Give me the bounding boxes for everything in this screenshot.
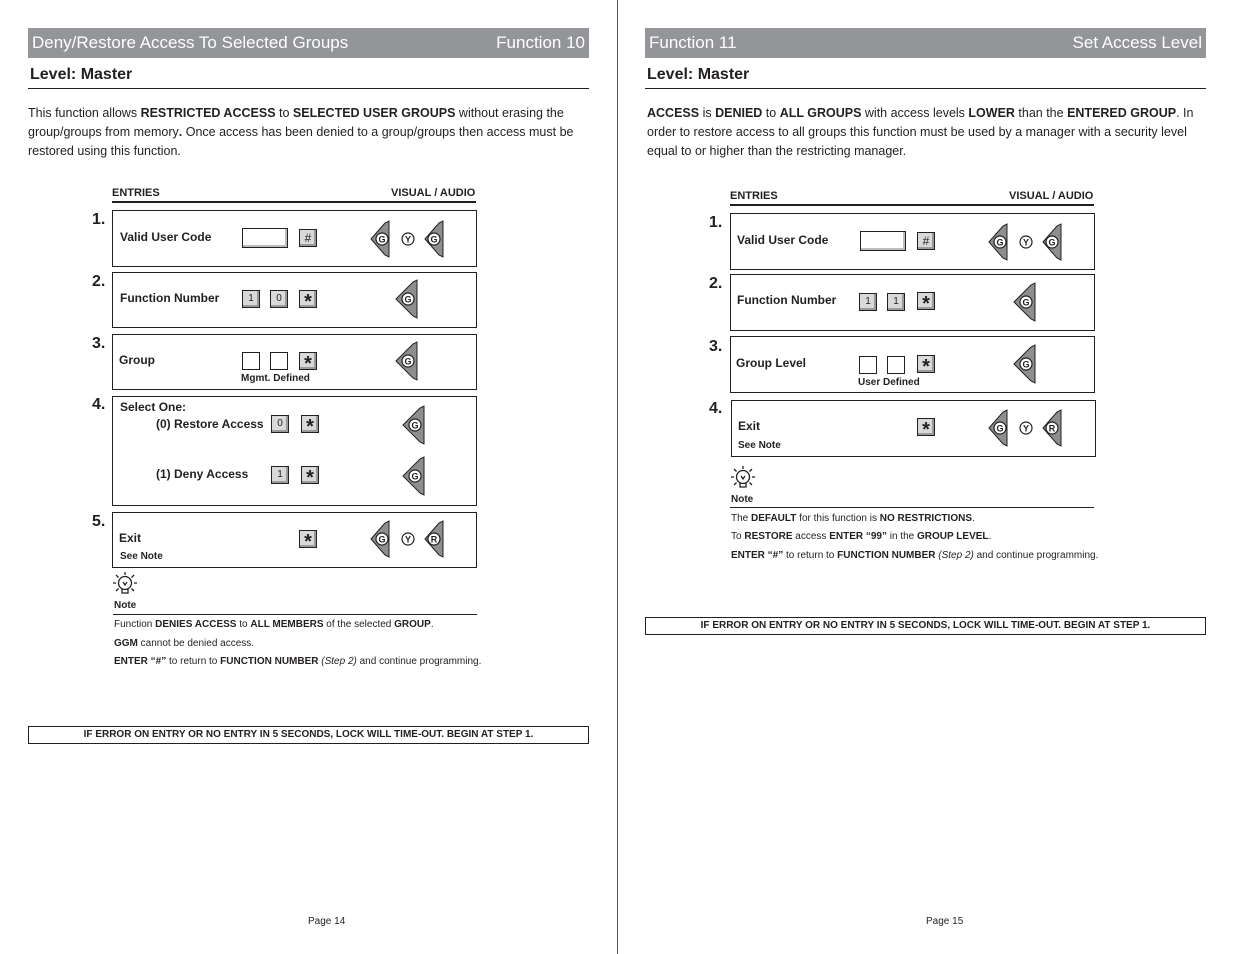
user-code-entry-field bbox=[860, 231, 906, 251]
led-letter: G bbox=[404, 356, 412, 367]
led-signal-g-y-r bbox=[369, 519, 447, 559]
bold-text-run: RESTRICTED ACCESS bbox=[140, 106, 276, 120]
text-run: The bbox=[731, 513, 752, 524]
step-5-box bbox=[112, 512, 477, 568]
column-rule bbox=[112, 201, 476, 203]
led-indicator-graphic bbox=[400, 405, 426, 445]
bold-text-run: DENIES ACCESS bbox=[155, 619, 237, 630]
step-4-box bbox=[731, 400, 1096, 457]
star-key: * bbox=[299, 530, 317, 548]
step-label: Exit bbox=[119, 531, 142, 545]
bold-text-run: ENTERED GROUP bbox=[1067, 106, 1177, 120]
star-key: * bbox=[917, 355, 935, 373]
level-heading: Level: Master bbox=[30, 66, 133, 83]
level-heading: Level: Master bbox=[647, 66, 750, 83]
led-letter: G bbox=[1022, 359, 1030, 370]
lightbulb-icon bbox=[731, 465, 755, 491]
option-deny-label: (1) Deny Access bbox=[156, 467, 249, 481]
led-indicator-graphic bbox=[987, 222, 1065, 262]
timeout-warning: IF ERROR ON ENTRY OR NO ENTRY IN 5 SECONDS, LOCK WILL TIME-OUT. BEGIN AT STEP 1. bbox=[645, 617, 1206, 635]
text-run: to return to bbox=[166, 656, 221, 667]
visual-audio-heading: VISUAL / AUDIO bbox=[1009, 190, 1094, 202]
note-rule bbox=[730, 507, 1094, 508]
bold-text-run: ALL MEMBERS bbox=[250, 619, 324, 630]
bold-text-run: FUNCTION NUMBER bbox=[220, 656, 319, 667]
function-header-bar bbox=[645, 28, 1206, 58]
led-signal-g-y-r bbox=[987, 408, 1065, 448]
text-run: Function bbox=[114, 619, 156, 630]
step-label: Function Number bbox=[120, 291, 220, 305]
italic-text-run: (Step 2) bbox=[938, 550, 974, 561]
step-2-box bbox=[730, 274, 1095, 331]
led-signal-g-y-g bbox=[987, 222, 1065, 262]
star-key: * bbox=[301, 466, 319, 484]
note-rule bbox=[113, 614, 477, 615]
note-label: Note bbox=[731, 494, 754, 505]
blank-key bbox=[242, 352, 260, 370]
step-label: Valid User Code bbox=[120, 230, 212, 244]
step-2-box bbox=[112, 272, 477, 328]
led-signal-g bbox=[400, 405, 426, 445]
text-run: . bbox=[430, 619, 434, 630]
star-key: * bbox=[917, 418, 935, 436]
led-signal-g bbox=[1011, 282, 1037, 322]
bold-text-run: SELECTED USER GROUPS bbox=[292, 106, 456, 120]
text-run: than the bbox=[1014, 106, 1068, 120]
bold-text-run: ACCESS bbox=[647, 106, 700, 120]
hash-key: # bbox=[299, 229, 317, 247]
step-number: 2. bbox=[92, 273, 106, 290]
star-key: * bbox=[299, 290, 317, 308]
text-run: is bbox=[699, 106, 716, 120]
step-1-box bbox=[730, 213, 1095, 270]
intro-paragraph bbox=[28, 104, 588, 161]
see-note-caption: See Note bbox=[120, 551, 163, 562]
text-run: . bbox=[988, 531, 992, 542]
bold-text-run: GROUP bbox=[394, 619, 431, 630]
step-number: 4. bbox=[92, 396, 106, 413]
note-line bbox=[114, 656, 481, 667]
led-letter: R bbox=[1048, 423, 1056, 434]
led-indicator-graphic bbox=[400, 456, 426, 496]
digit-key: 0 bbox=[270, 290, 288, 308]
text-run: This function allows bbox=[28, 106, 141, 120]
blank-key bbox=[887, 356, 905, 374]
step-number: 1. bbox=[92, 211, 106, 228]
text-run: to bbox=[275, 106, 293, 120]
step-3-box bbox=[730, 336, 1095, 393]
led-signal-g bbox=[393, 341, 419, 381]
text-run: of the selected bbox=[323, 619, 395, 630]
led-indicator-graphic bbox=[987, 408, 1065, 448]
led-letter: R bbox=[430, 534, 438, 545]
led-indicator-graphic bbox=[393, 279, 419, 319]
led-letter: G bbox=[1022, 297, 1030, 308]
entries-heading: ENTRIES bbox=[112, 187, 160, 199]
led-letter: G bbox=[378, 534, 386, 545]
led-letter: G bbox=[378, 234, 386, 245]
step-number: 3. bbox=[709, 338, 723, 355]
bold-text-run: ENTER “99” bbox=[829, 531, 887, 542]
bold-text-run: ALL GROUPS bbox=[779, 106, 862, 120]
digit-key: 1 bbox=[887, 293, 905, 311]
digit-key: 1 bbox=[242, 290, 260, 308]
led-letter: Y bbox=[1022, 237, 1030, 248]
italic-text-run: (Step 2) bbox=[321, 656, 357, 667]
led-signal-g bbox=[1011, 344, 1037, 384]
text-run: without erasing the group/groups from memory bbox=[28, 106, 564, 139]
function-header-bar bbox=[28, 28, 589, 58]
intro-paragraph bbox=[647, 104, 1199, 161]
led-indicator-graphic bbox=[1011, 282, 1037, 322]
left-page bbox=[0, 0, 617, 954]
bold-text-run: NO RESTRICTIONS bbox=[879, 513, 972, 524]
led-indicator-graphic bbox=[1011, 344, 1037, 384]
step-number: 1. bbox=[709, 214, 723, 231]
entries-heading: ENTRIES bbox=[730, 190, 778, 202]
note-line bbox=[731, 531, 991, 542]
visual-audio-heading: VISUAL / AUDIO bbox=[391, 187, 476, 199]
text-run: to bbox=[236, 619, 251, 630]
page-number: Page 15 bbox=[926, 916, 964, 927]
star-key: * bbox=[299, 352, 317, 370]
led-letter: G bbox=[996, 237, 1004, 248]
led-indicator-graphic bbox=[369, 519, 447, 559]
column-rule bbox=[730, 204, 1094, 206]
user-code-entry-field bbox=[242, 228, 288, 248]
note-line bbox=[114, 619, 434, 630]
led-signal-g-y-g bbox=[369, 219, 447, 259]
see-note-caption: See Note bbox=[738, 440, 781, 451]
bold-text-run: ENTER “#” bbox=[114, 656, 167, 667]
level-rule bbox=[645, 88, 1206, 89]
led-indicator-graphic bbox=[369, 219, 447, 259]
step-1-box bbox=[112, 210, 477, 267]
led-letter: G bbox=[411, 420, 419, 431]
led-letter: G bbox=[1048, 237, 1056, 248]
bold-text-run: FUNCTION NUMBER bbox=[837, 550, 936, 561]
step-3-box bbox=[112, 334, 477, 390]
led-letter: Y bbox=[1022, 423, 1030, 434]
digit-key: 1 bbox=[859, 293, 877, 311]
bold-text-run: DEFAULT bbox=[751, 513, 797, 524]
step-number: 4. bbox=[709, 400, 723, 417]
bold-text-run: GROUP LEVEL bbox=[917, 531, 989, 542]
led-letter: Y bbox=[404, 234, 412, 245]
bold-text-run: GGM bbox=[114, 638, 138, 649]
led-letter: Y bbox=[404, 534, 412, 545]
star-key: * bbox=[917, 292, 935, 310]
bold-text-run: ENTER “#” bbox=[731, 550, 784, 561]
blank-key bbox=[270, 352, 288, 370]
text-run: Once access has been denied to a group/groups then access must be restored using this function. bbox=[28, 125, 574, 158]
note-line bbox=[731, 513, 975, 524]
note-line bbox=[731, 550, 1098, 561]
function-title: Deny/Restore Access To Selected Groups bbox=[32, 33, 349, 52]
step-number: 2. bbox=[709, 275, 723, 292]
function-number-label: Function 11 bbox=[649, 33, 737, 52]
step-label: Function Number bbox=[737, 293, 837, 307]
bold-text-run: . bbox=[178, 125, 183, 139]
led-signal-g bbox=[393, 279, 419, 319]
star-key: * bbox=[301, 415, 319, 433]
lightbulb-icon bbox=[113, 571, 137, 597]
right-page bbox=[618, 0, 1235, 954]
text-run: for this function is bbox=[796, 513, 880, 524]
text-run: and continue programming. bbox=[356, 656, 482, 667]
text-run: and continue programming. bbox=[973, 550, 1099, 561]
led-letter: G bbox=[404, 294, 412, 305]
led-signal-g bbox=[400, 456, 426, 496]
entry-caption: User Defined bbox=[858, 377, 920, 388]
step-label: Exit bbox=[738, 419, 761, 433]
digit-key: 0 bbox=[271, 415, 289, 433]
text-run: To bbox=[731, 531, 745, 542]
text-run: in the bbox=[887, 531, 918, 542]
bold-text-run: LOWER bbox=[968, 106, 1015, 120]
entry-caption: Mgmt. Defined bbox=[241, 373, 310, 384]
bold-text-run: DENIED bbox=[715, 106, 763, 120]
led-letter: G bbox=[411, 471, 419, 482]
page-number: Page 14 bbox=[308, 916, 346, 927]
digit-key: 1 bbox=[271, 466, 289, 484]
text-run: . bbox=[972, 513, 975, 524]
text-run: access bbox=[792, 531, 830, 542]
led-letter: G bbox=[996, 423, 1004, 434]
step-label: Group Level bbox=[736, 356, 807, 370]
led-letter: G bbox=[430, 234, 438, 245]
function-title: Set Access Level bbox=[1072, 33, 1202, 52]
text-run: . In order to restore access to all groups this function must be used by a manager with a security level equal to or higher than the restricting manager. bbox=[647, 106, 1194, 158]
note-line bbox=[114, 638, 254, 649]
step-number: 5. bbox=[92, 513, 106, 530]
step-4-box bbox=[112, 396, 477, 506]
step-label: Valid User Code bbox=[737, 233, 829, 247]
note-label: Note bbox=[114, 600, 137, 611]
text-run: to return to bbox=[783, 550, 838, 561]
blank-key bbox=[859, 356, 877, 374]
function-number-label: Function 10 bbox=[496, 33, 585, 52]
led-indicator-graphic bbox=[393, 341, 419, 381]
text-run: cannot be denied access. bbox=[137, 638, 255, 649]
timeout-warning: IF ERROR ON ENTRY OR NO ENTRY IN 5 SECONDS, LOCK WILL TIME-OUT. BEGIN AT STEP 1. bbox=[28, 726, 589, 744]
level-rule bbox=[28, 88, 589, 89]
bold-text-run: RESTORE bbox=[744, 531, 793, 542]
step-label: Group bbox=[119, 353, 155, 367]
option-restore-label: (0) Restore Access bbox=[156, 417, 264, 431]
step-label: Select One: bbox=[120, 400, 187, 414]
hash-key: # bbox=[917, 232, 935, 250]
text-run: with access levels bbox=[861, 106, 969, 120]
text-run: to bbox=[762, 106, 780, 120]
step-number: 3. bbox=[92, 335, 106, 352]
